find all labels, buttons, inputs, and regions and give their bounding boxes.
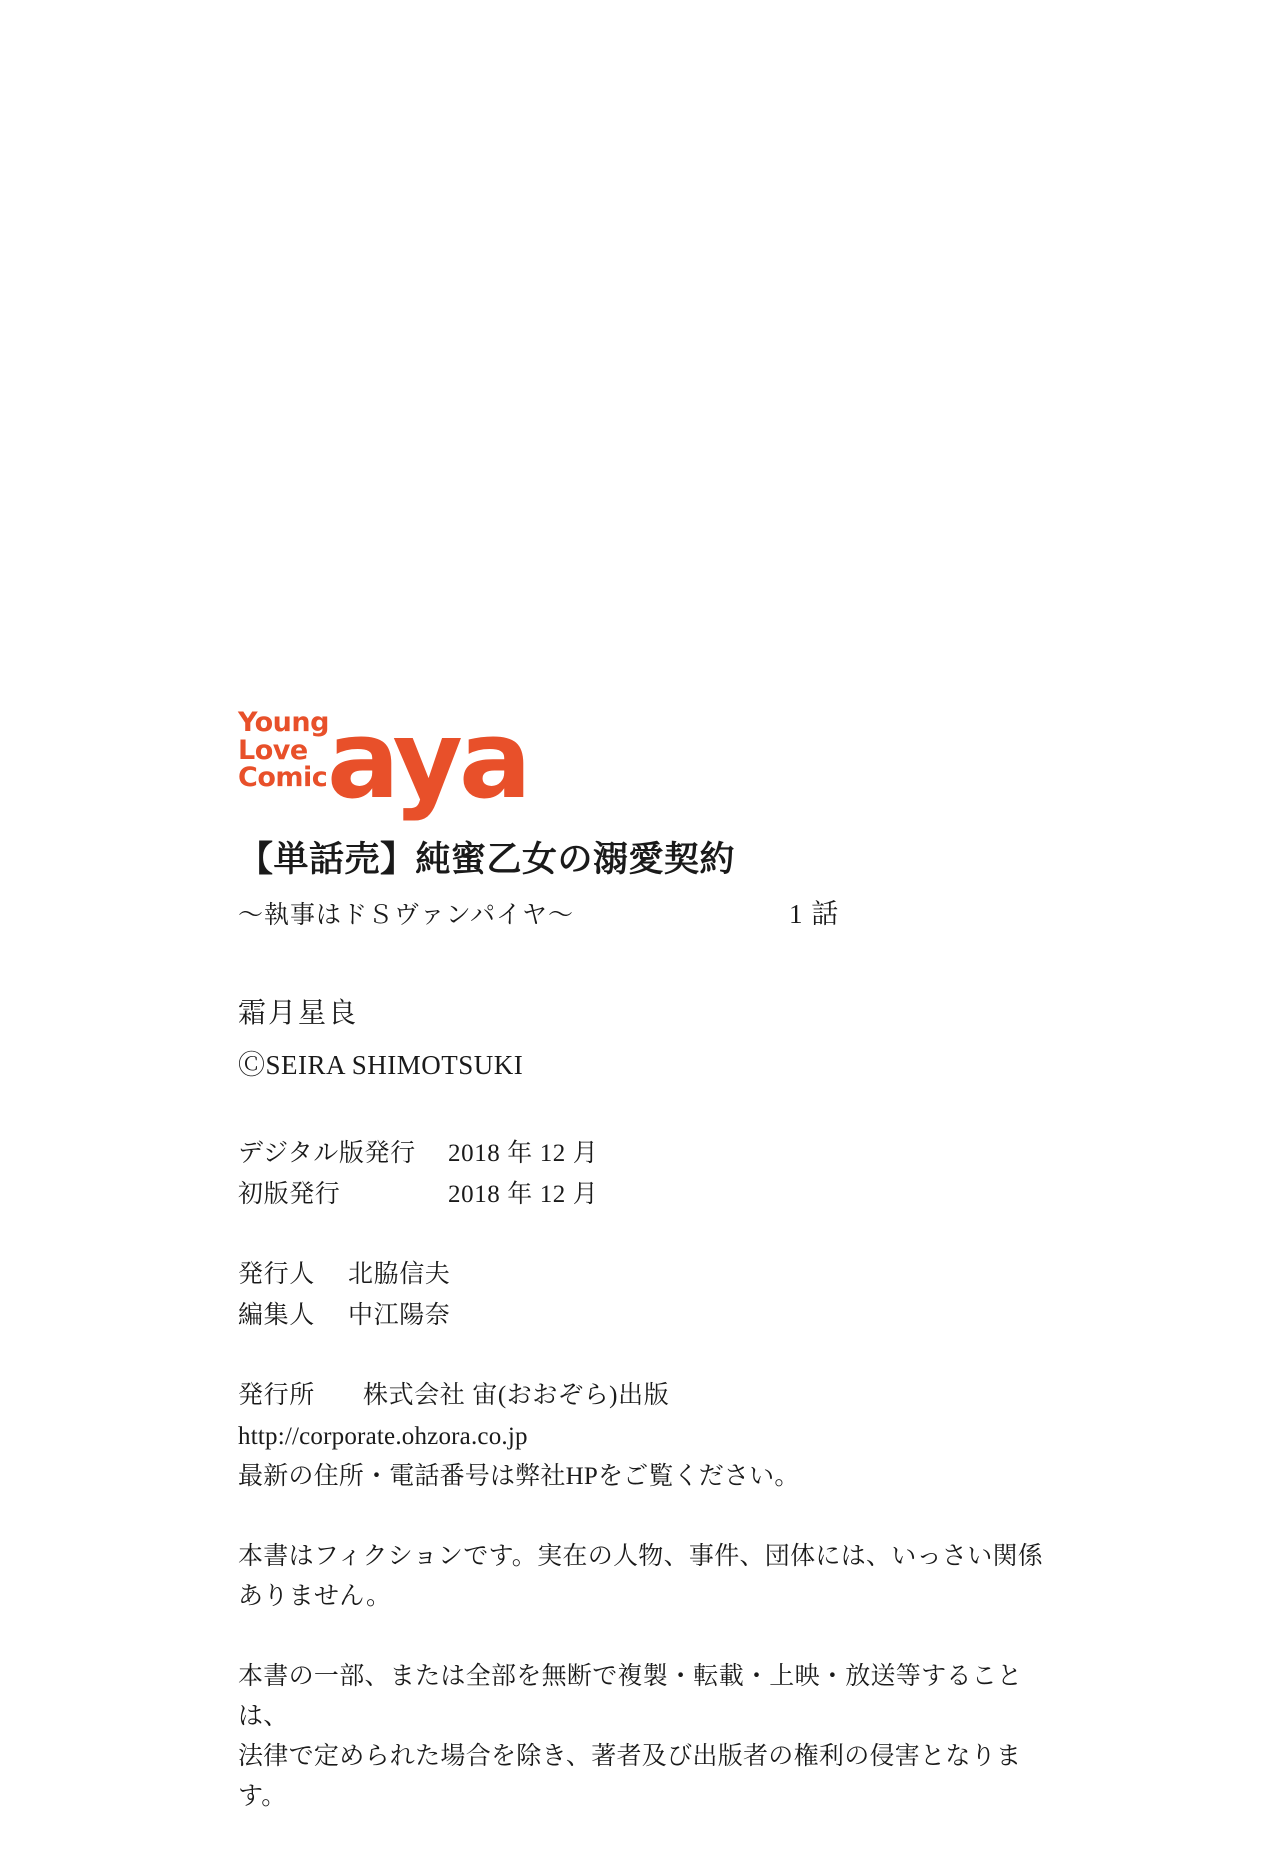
first-edition-label: 初版発行	[238, 1180, 341, 1208]
copyright-disclaimer-line2: 法律で定められた場合を除き、著者及び出版者の権利の侵害となります。	[238, 1742, 1022, 1810]
company-contact-note: 最新の住所・電話番号は弊社HPをご覧ください。	[238, 1462, 800, 1490]
author-copyright: ⒸSEIRA SHIMOTSUKI	[238, 1050, 524, 1080]
logo-word-love: Love	[238, 734, 308, 766]
company-label: 発行所	[238, 1382, 315, 1409]
logo-wordmark	[238, 709, 329, 798]
episode-number: 1 話	[789, 899, 840, 929]
editor-person-label: 編集人	[238, 1301, 315, 1329]
staff-credits	[238, 1255, 1068, 1336]
title-subrow	[238, 892, 1068, 931]
page-title: 【単話売】純蜜乙女の溺愛契約	[238, 840, 736, 879]
author-name: 霜月星良	[238, 998, 359, 1029]
publication-dates	[238, 1134, 1068, 1215]
company-name: 株式会社 宙(おおぞら)出版	[363, 1382, 670, 1409]
editor-person-line	[238, 1296, 1068, 1337]
first-edition-date: 2018 年 12 月	[448, 1180, 599, 1208]
company-line	[238, 1376, 1068, 1417]
fiction-disclaimer	[238, 1537, 1068, 1617]
company-url[interactable]: http://corporate.ohzora.co.jp	[238, 1422, 528, 1450]
publisher-person-name: 北脇信夫	[348, 1261, 451, 1288]
digital-release-line	[238, 1134, 1068, 1175]
logo-brand-aya: aya	[326, 698, 528, 824]
logo-word-comic: Comic	[238, 762, 328, 794]
copyright-disclaimer-line1: 本書の一部、または全部を無断で複製・転載・上映・放送等することは、	[238, 1662, 1023, 1730]
editor-person-name: 中江陽奈	[348, 1301, 451, 1329]
fiction-disclaimer-line1: 本書はフィクションです。実在の人物、事件、団体には、いっさい関係	[238, 1542, 1044, 1570]
logo-word-young: Young	[238, 707, 329, 739]
copyright-disclaimer	[238, 1657, 1068, 1817]
company-info	[238, 1376, 1068, 1497]
publisher-logo	[238, 690, 1068, 824]
colophon-block	[238, 690, 1068, 1817]
digital-release-date: 2018 年 12 月	[448, 1140, 599, 1167]
fiction-disclaimer-line2: ありません。	[238, 1582, 392, 1610]
publisher-person-label: 発行人	[238, 1261, 315, 1288]
publisher-person-line	[238, 1255, 1068, 1296]
first-edition-line	[238, 1175, 1068, 1216]
page-subtitle: 〜執事はドＳヴァンパイヤ〜	[238, 902, 575, 929]
digital-release-label: デジタル版発行	[238, 1140, 416, 1167]
